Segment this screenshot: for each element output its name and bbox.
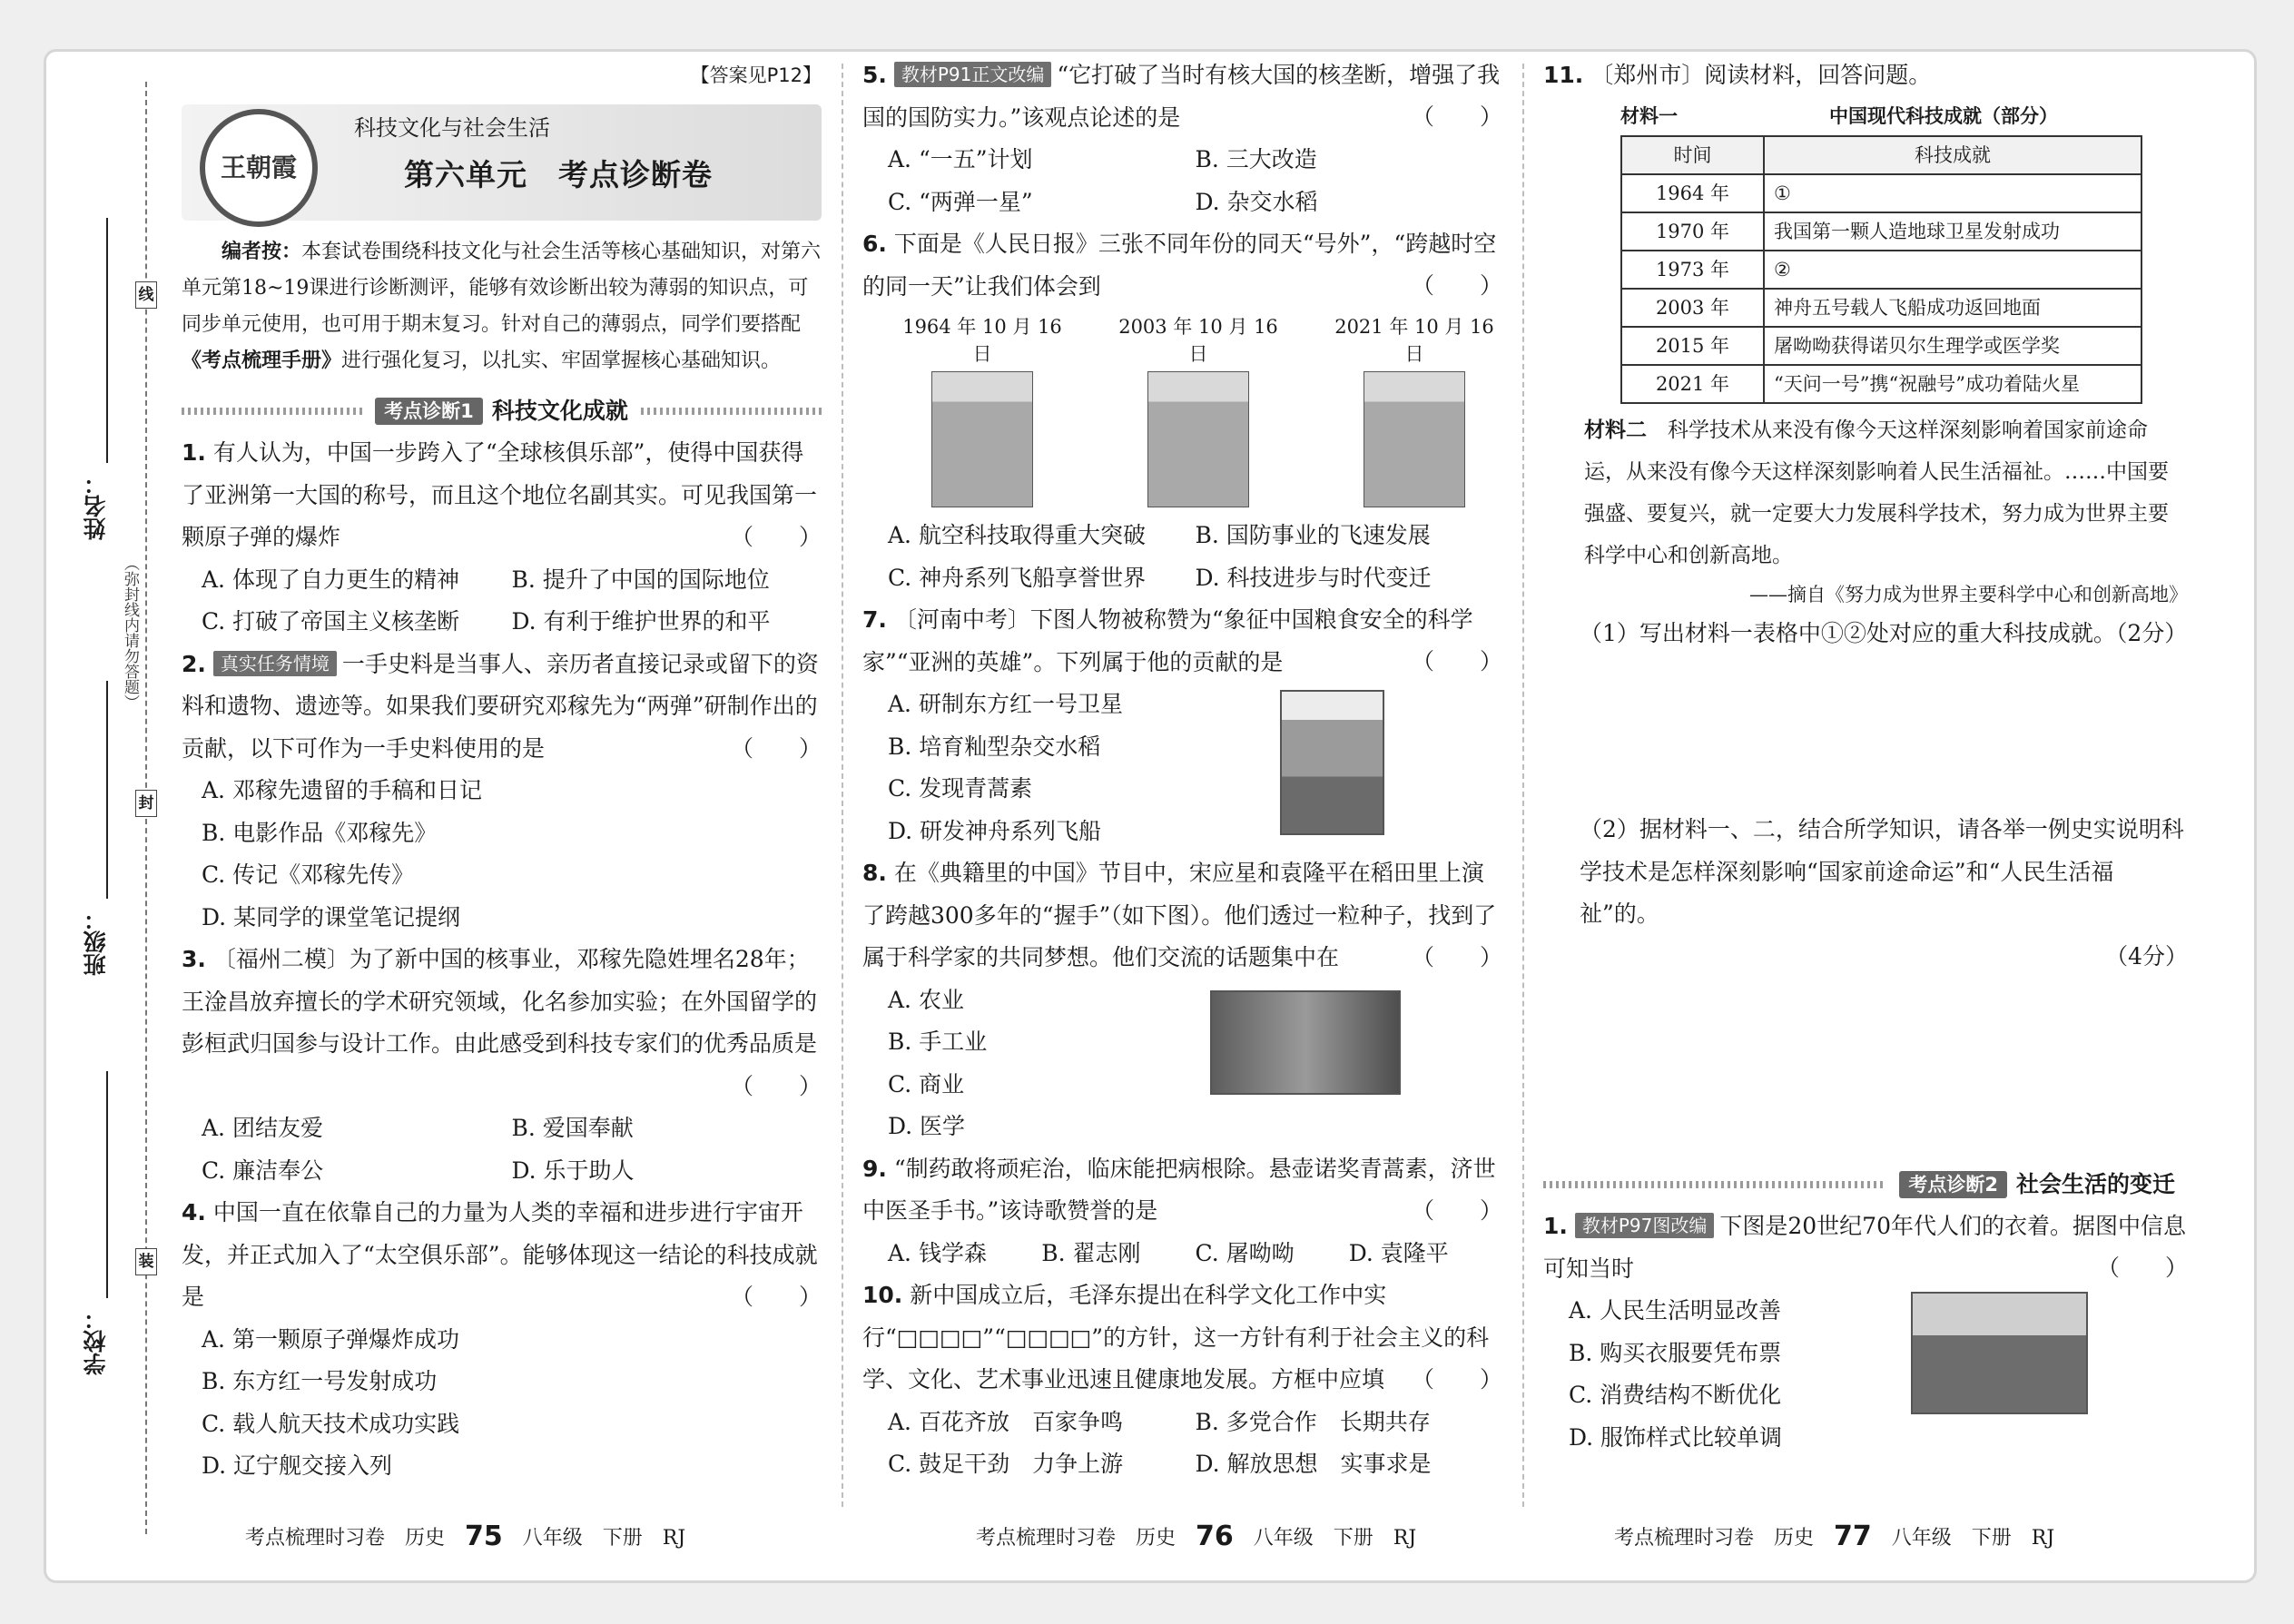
answer-slot[interactable]: （ ） [730, 1072, 822, 1099]
answer-area-2[interactable] [1543, 978, 2188, 1164]
question-stem: 有人认为，中国一步跨入了“全球核俱乐部”，使得中国获得了亚洲第一大国的称号，而且这个地位名副其实。可见我国第一颗原子弹的爆炸 [182, 439, 818, 550]
option-d[interactable]: D. 研发神舟系列飞船 [888, 817, 1102, 844]
option-b[interactable]: B. 三大改造 [1195, 146, 1317, 172]
question-6 [862, 223, 1502, 599]
option-d[interactable]: D. 服饰样式比较单调 [1569, 1423, 1783, 1451]
newspaper-2021 [1326, 313, 1502, 507]
editor-note-body: 本套试卷围绕科技文化与社会生活等核心基础知识，对第六单元第18~19课进行诊断测评，能够有效诊断出较为薄弱的知识点，可同步单元使用，也可用于期末复习。针对自己的薄弱点，同学们要搭配 [182, 241, 822, 336]
option-b[interactable]: B. 培育籼型杂交水稻 [888, 733, 1101, 760]
section-rule [1543, 1181, 1886, 1188]
option-a[interactable]: A. 钱学森 [888, 1239, 987, 1266]
footer-label: 考点梳理时习卷 历史 [245, 1527, 446, 1550]
table-cell: 神舟五号载人飞船成功返回地面 [1764, 289, 2141, 327]
question-9 [862, 1148, 1502, 1275]
material-1-label: 材料一 [1620, 104, 1678, 127]
page-number: 75 [465, 1521, 503, 1552]
editor-note [182, 234, 822, 379]
option-d[interactable]: D. 解放思想 实事求是 [1195, 1451, 1432, 1477]
answer-area-1[interactable] [1543, 655, 2188, 809]
answer-slot[interactable]: （ ） [1411, 272, 1502, 299]
table-cell[interactable]: ① [1764, 174, 2141, 212]
option-c[interactable]: C. 载人航天技术成功实践 [202, 1410, 460, 1437]
page-number: 77 [1834, 1521, 1872, 1552]
question-stem: 为了新中国的核事业，邓稼先隐姓埋名28年；王淦昌放弃擅长的学术研究领域，化名参加实验；在外国留学的彭桓武归国参与设计工作。由此感受到科技专家们的优秀品质是 [182, 946, 818, 1057]
tech-achievement-table [1620, 135, 2142, 404]
table-cell: 屠呦呦获得诺贝尔生理学或医学奖 [1764, 327, 2141, 365]
question-8 [862, 852, 1502, 1148]
question-stem: 在《典籍里的中国》节目中，宋应星和袁隆平在稻田里上演了跨越300多年的“握手”（如下图）。他们透过一粒种子，找到了属于科学家的共同梦想。他们交流的话题集中在 [862, 860, 1497, 970]
table-row [1621, 327, 2141, 365]
option-a[interactable]: A. 体现了自力更生的精神 [202, 566, 459, 593]
unit-header [182, 54, 822, 225]
answer-reference: 【答案见P12】 [690, 64, 822, 86]
question-stem: 阅读材料，回答问题。 [1704, 62, 1932, 88]
footer-label: 考点梳理时习卷 历史 [1614, 1527, 1815, 1550]
column-divider [842, 64, 843, 1507]
question-social-1 [1543, 1206, 2188, 1459]
editor-note-tail: 进行强化复习，以扎实、牢固掌握核心基础知识。 [341, 349, 782, 372]
material-2-label: 材料二 [1584, 418, 1647, 442]
section-rule [641, 408, 822, 415]
option-d[interactable]: D. 医学 [888, 1113, 966, 1139]
option-b[interactable]: B. 手工业 [888, 1029, 988, 1055]
unit-subtitle: 科技文化与社会生活 [354, 115, 550, 141]
question-tag: 真实任务情境 [213, 651, 337, 676]
page-number: 76 [1196, 1521, 1234, 1552]
option-c[interactable]: C. 消费结构不断优化 [1569, 1382, 1782, 1408]
option-c[interactable]: C. 发现青蒿素 [888, 775, 1033, 802]
table-cell: 1973 年 [1621, 251, 1764, 289]
option-b[interactable]: B. 多党合作 长期共存 [1195, 1408, 1431, 1435]
sub-question-2-score: （4分） [2105, 942, 2188, 969]
question-3 [182, 939, 822, 1192]
option-c[interactable]: C. 商业 [888, 1070, 965, 1097]
material-2-source: ——摘自《努力成为世界主要科学中心和创新高地》 [1749, 583, 2188, 605]
answer-slot[interactable]: （ ） [1411, 944, 1502, 970]
option-d[interactable]: D. 杂交水稻 [1195, 188, 1318, 215]
question-stem: “制药敢将顽疟治，临床能把病根除。悬壶诺奖青蒿素，济世中医圣手书。”该诗歌赞誉的是 [862, 1155, 1496, 1224]
option-b[interactable]: B. 爱国奉献 [511, 1115, 634, 1141]
1970s-clothing-photo [1911, 1292, 2088, 1414]
option-b[interactable]: B. 国防事业的飞速发展 [1195, 522, 1431, 548]
section-title: 社会生活的变迁 [2015, 1170, 2175, 1197]
table-cell: 2021 年 [1621, 365, 1764, 403]
newspaper-1964 [894, 313, 1070, 507]
sub-question-1: （1）写出材料一表格中①②处对应的重大科技成就。（2分） [1580, 619, 2188, 646]
option-a[interactable]: A. 邓稼先遗留的手稿和日记 [202, 777, 482, 803]
question-stem: 下图是20世纪70年代人们的衣着。据图中信息可知当时 [1543, 1213, 2186, 1282]
option-a[interactable]: A. 研制东方红一号卫星 [888, 691, 1123, 717]
question-tag: 教材P91正文改编 [894, 62, 1052, 87]
question-5 [862, 54, 1502, 223]
option-d[interactable]: D. 某同学的课堂笔记提纲 [202, 903, 461, 930]
question-number: 4. [182, 1199, 206, 1225]
seal-char-feng: 封 [135, 790, 157, 817]
answer-slot[interactable]: （ ） [1411, 1366, 1502, 1393]
option-d[interactable]: D. 乐于助人 [511, 1156, 635, 1184]
question-number: 8. [862, 860, 887, 886]
question-stem: 新中国成立后，毛泽东提出在科学文化工作中实行“□□□□”“□□□□”的方针，这一方针有利于社会主义的科学、文化、艺术事业迅速且健康地发展。方框中应填 [862, 1282, 1490, 1393]
option-a[interactable]: A. 第一颗原子弹爆炸成功 [202, 1325, 459, 1353]
table-cell[interactable]: ② [1764, 251, 2141, 289]
option-d[interactable]: D. 科技进步与时代变迁 [1195, 564, 1432, 591]
footer-page-76 [976, 1521, 1416, 1552]
question-11 [1543, 54, 2188, 1164]
question-stem: 下图人物被称赞为“象征中国粮食安全的科学家”“亚洲的英雄”。下列属于他的贡献的是 [862, 606, 1473, 675]
table-row [1621, 212, 2141, 251]
question-number: 9. [862, 1155, 887, 1182]
class-label: 班级： [83, 908, 109, 976]
section-rule [182, 408, 362, 415]
question-source: 〔福州二模〕 [212, 946, 350, 972]
brand-logo-text: 王朝霞 [220, 152, 297, 182]
section-tag: 考点诊断1 [375, 398, 483, 425]
option-d[interactable]: D. 有利于维护世界的和平 [511, 608, 771, 635]
table-header: 科技成就 [1764, 136, 2141, 174]
footer-grade: 八年级 下册 RJ [1253, 1527, 1417, 1550]
question-number: 6. [862, 231, 887, 257]
column-divider [1522, 64, 1524, 1507]
name-line[interactable] [106, 218, 108, 463]
question-stem: 下面是《人民日报》三张不同年份的同天“号外”，“跨越时空的同一天”让我们体会到 [862, 231, 1497, 300]
left-column [182, 54, 822, 1488]
footer-page-75 [245, 1521, 685, 1552]
section-header-1 [182, 390, 822, 432]
newspaper-date: 2003 年 10 月 16 日 [1118, 316, 1278, 365]
question-10 [862, 1275, 1502, 1486]
newspaper-2003 [1110, 313, 1286, 507]
option-a[interactable]: A. 农业 [888, 986, 964, 1013]
option-c[interactable]: C. 鼓足干劲 力争上游 [888, 1451, 1124, 1477]
option-c[interactable]: C. 屠呦呦 [1195, 1239, 1295, 1266]
newspaper-image [1147, 371, 1249, 507]
table-title: 中国现代科技成就（部分） [1829, 104, 2058, 127]
option-b[interactable]: B. 东方红一号发射成功 [202, 1368, 438, 1394]
option-a[interactable]: A. 航空科技取得重大突破 [888, 522, 1146, 548]
table-cell: 我国第一颗人造地球卫星发射成功 [1764, 212, 2141, 251]
sub-question-2: （2）据材料一、二，结合所学知识，请各举一例史实说明科学技术是怎样深刻影响“国家前途命运”和“人民生活福祉”的。 [1580, 816, 2184, 927]
footer-grade: 八年级 下册 RJ [522, 1527, 686, 1550]
option-b[interactable]: B. 购买衣服要凭布票 [1569, 1339, 1782, 1366]
table-cell: 2015 年 [1621, 327, 1764, 365]
option-c[interactable]: C. “两弹一星” [888, 188, 1033, 215]
newspaper-date: 2021 年 10 月 16 日 [1334, 316, 1494, 365]
school-line[interactable] [106, 1071, 108, 1298]
question-source: 〔郑州市〕 [1590, 62, 1705, 88]
footer-label: 考点梳理时习卷 历史 [976, 1527, 1177, 1550]
answer-slot[interactable]: （ ） [1411, 648, 1502, 674]
answer-slot[interactable]: （ ） [1411, 103, 1502, 130]
table-row [1621, 289, 2141, 327]
question-1 [182, 432, 822, 644]
option-c[interactable]: C. 打破了帝国主义核垄断 [202, 608, 460, 635]
section-header-2 [1543, 1164, 2188, 1206]
question-7 [862, 599, 1502, 852]
material-2-text: 科学技术从来没有像今天这样深刻影响着国家前途命运，从来没有像今天这样深刻影响着人民生活福祉。……中国要强盛、要复兴，就一定要大力发展科学技术，努力成为世界主要科学中心和创新高地。 [1584, 418, 2169, 567]
answer-slot[interactable]: （ ） [1411, 1196, 1502, 1224]
footer-grade: 八年级 下册 RJ [1891, 1527, 2055, 1550]
question-2 [182, 644, 822, 940]
answer-slot[interactable]: （ ） [730, 524, 822, 550]
option-c[interactable]: C. 神舟系列飞船享誉世界 [888, 564, 1147, 591]
table-row [1621, 251, 2141, 289]
option-a[interactable]: A. 人民生活明显改善 [1569, 1297, 1781, 1324]
right-column [1543, 54, 2188, 1459]
table-cell: 2003 年 [1621, 289, 1764, 327]
option-a[interactable]: A. 百花齐放 百家争鸣 [888, 1408, 1123, 1435]
newspaper-image [1364, 371, 1465, 507]
table-cell: 1964 年 [1621, 174, 1764, 212]
table-header: 时间 [1621, 136, 1764, 174]
editor-note-label: 编者按： [222, 241, 302, 263]
section-tag: 考点诊断2 [1899, 1171, 2007, 1198]
question-source: 〔河南中考〕 [893, 606, 1030, 633]
brand-logo [200, 109, 318, 227]
seal-char-xian: 线 [135, 281, 157, 309]
seal-note: （弥封线内请勿答题） [121, 556, 139, 710]
question-number: 11. [1543, 62, 1584, 88]
newspaper-date: 1964 年 10 月 16 日 [902, 316, 1062, 365]
footer-page-77 [1614, 1521, 2054, 1552]
unit-title: 第六单元 考点诊断卷 [404, 157, 713, 192]
option-a[interactable]: A. “一五”计划 [888, 146, 1033, 172]
yuan-longping-photo [1280, 690, 1384, 835]
question-tag: 教材P97图改编 [1575, 1213, 1715, 1238]
question-stem: 中国一直在依靠自己的力量为人类的幸福和进步进行宇宙开发，并正式加入了“太空俱乐部”。能够体现这一结论的科技成就是 [182, 1199, 818, 1310]
table-cell: “天问一号”携“祝融号”成功着陆火星 [1764, 365, 2141, 403]
table-row [1621, 174, 2141, 212]
option-b[interactable]: B. 提升了中国的国际地位 [511, 566, 770, 593]
material-1-heading [1543, 97, 2188, 135]
table-cell: 1970 年 [1621, 212, 1764, 251]
seal-char-zhuang: 装 [135, 1248, 157, 1275]
answer-slot[interactable]: （ ） [730, 734, 822, 762]
handshake-photo [1210, 990, 1401, 1095]
question-stem: 一手史料是当事人、亲历者直接记录或留下的资料和遗物、遗迹等。如果我们要研究邓稼先为“两弹”研制作出的贡献，以下可作为一手史料使用的是 [182, 650, 819, 762]
material-2 [1543, 409, 2188, 576]
question-number: 5. [862, 62, 887, 88]
class-line[interactable] [106, 681, 108, 899]
editor-note-book: 《考点梳理手册》 [182, 349, 342, 372]
question-stem: “它打破了当时有核大国的核垄断，增强了我国的国防实力。”该观点论述的是 [862, 62, 1501, 131]
table-row [1621, 365, 2141, 403]
question-4 [182, 1192, 822, 1488]
question-number: 7. [862, 606, 887, 633]
newspaper-figures [894, 313, 1502, 507]
option-d[interactable]: D. 辽宁舰交接入列 [202, 1452, 393, 1479]
newspaper-image [931, 371, 1033, 507]
question-number: 10. [862, 1282, 903, 1308]
question-number: 1. [182, 439, 206, 466]
answer-slot[interactable]: （ ） [2096, 1255, 2188, 1281]
section-title: 科技文化成就 [491, 397, 628, 424]
school-label: 学校： [83, 1307, 109, 1375]
question-number: 3. [182, 946, 206, 972]
middle-column [862, 54, 1502, 1486]
answer-slot[interactable]: （ ） [730, 1284, 822, 1310]
option-a[interactable]: A. 团结友爱 [202, 1115, 323, 1141]
option-c[interactable]: C. 廉洁奉公 [202, 1156, 324, 1184]
question-number: 1. [1543, 1213, 1568, 1239]
option-c[interactable]: C. 传记《邓稼先传》 [202, 861, 415, 888]
question-number: 2. [182, 650, 206, 677]
name-label: 姓名： [83, 472, 109, 540]
option-d[interactable]: D. 袁隆平 [1348, 1239, 1449, 1266]
option-b[interactable]: B. 翟志刚 [1041, 1239, 1141, 1266]
option-b[interactable]: B. 电影作品《邓稼先》 [202, 819, 438, 846]
